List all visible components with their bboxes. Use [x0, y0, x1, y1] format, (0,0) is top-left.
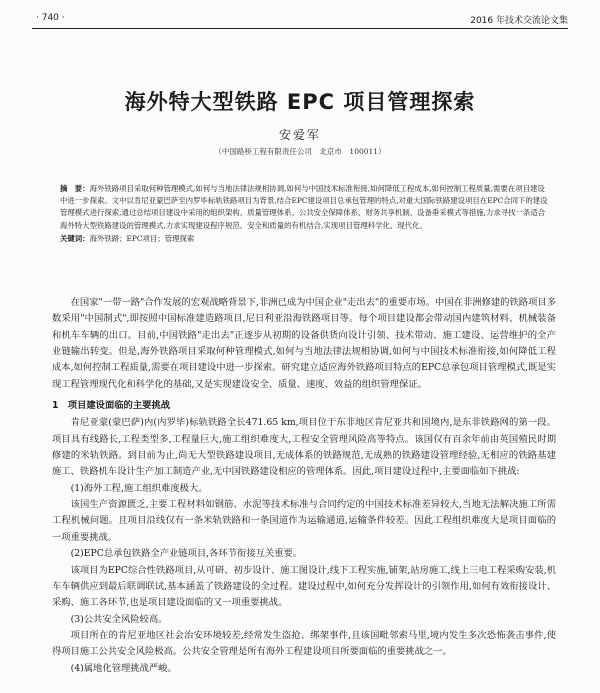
- page-number: · 740 ·: [36, 13, 65, 23]
- body-text: [52, 295, 556, 677]
- abstract-paragraph: [60, 183, 548, 232]
- challenge-item-text: 该国生产资源匮乏,主要工程材料如钢筋、水泥等技术标准与合同约定的中国技术标准差异较大,当地无法解决施工所需工程机械问题。且项目沿线仅有一条米轨铁路和一条国道作为运输通道,运输条件较差。因此工程组织难度大是项目面临的一项重要挑战。: [52, 499, 556, 543]
- author-name: 安爱军: [278, 128, 321, 142]
- section-paragraph: 肯尼亚蒙(蒙巴萨)内(内罗毕)标轨铁路全长471.65 km,项目位于东非地区肯尼亚共和国境内,是东非铁路网的第一段。项目具有线路长,工程类型多,工程量巨大,施工组织难度大,工程安全管理风险高等特点。该国仅有百余年前由英国殖民时期修建的米轨铁路。到目前为止,尚无大型铁路建设项目,无成体系的铁路规范,无成熟的铁路建设管理经验,无相应的铁路基建施工、铁路机车设计生产加工制造产业,无中国铁路建设相应的管理体系。因此,项目建设过程中,主要面临如下挑战:: [52, 417, 556, 478]
- challenge-item-title: (4)属地化管理挑战严峻。: [70, 662, 177, 674]
- abstract-text: 海外铁路项目采取何种管理模式,如何与当地法律法规相协调,如何与中国技术标准衔接,如何降低工程成本,如何控制工程质量,需要在项目建设中进一步探索。文中以肯尼亚蒙巴萨至内罗毕标轨铁路项目为背景,结合EPC建设项目总承包管理的特点,对重大国际铁路建设项目在EPC合同下的建设管理模式进行探索,通过总结项目建设中采用的组织架构、质量管理体系、公共安全保障体系、财务共享机制、设备垂采模式等措施,力求寻找一条适合海外特大型铁路建设的管理模式,力求实现建设程序规范、安全和质量的有机结合,实现项目管理科学化、现代化。: [60, 184, 548, 230]
- challenge-item-title: (2)EPC总承包铁路全产业链项目,各环节衔接互关重要。: [70, 548, 303, 560]
- keywords-line: [60, 233, 548, 245]
- abstract-label: 摘 要：: [60, 184, 90, 193]
- intro-paragraph: 在国家"一带一路"合作发展的宏观战略背景下,非洲已成为中国企业"走出去"的重要市场。中国在非洲修建的铁路项目多数采用"中国制式",即按照中国标准建造路项目,尼日利亚沿海铁路项目等。每个项目建设都会带动国内建筑材料、机械装备和机车车辆的出口。目前,中国铁路"走出去"正逐步从初期的设备供货向设计引领、技术带动、施工建设、运营维护的全产业链输出转变。但是,海外铁路项目采取何种管理模式,如何与当地法律法规相协调,如何与中国技术标准衔接,如何降低工程成本,如何控制工程质量,需要在项目建设中进一步探索。研究建立适应海外铁路项目特点的EPC总承包项目管理模式,既是实现工程管理现代化和科学化的基础,又是实现建设安全、质量、速度、效益的组织管理保证。: [52, 297, 556, 390]
- challenge-item-title: (1)海外工程,施工组织难度极大。: [70, 482, 208, 494]
- author-affiliation: （中国路桥工程有限责任公司 北京市 100011）: [214, 147, 386, 156]
- running-header: [32, 8, 568, 29]
- challenge-item-text: 项目所在的肯尼亚地区社会治安环境较差,经常发生盗抢、绑架事件,且该国毗邻索马里,境内发生多次恐怖袭击事件,使得项目施工公共安全风险极高。公共安全管理是所有海外工程建设项目所要面临的重要挑战之一。: [52, 629, 556, 658]
- paper-title: 海外特大型铁路 EPC 项目管理探索: [124, 90, 476, 114]
- section-heading: 1 项目建设面临的主要挑战: [52, 400, 171, 412]
- abstract-block: [60, 183, 548, 245]
- challenge-item-text: 该项目为EPC综合性铁路项目,从可研、初步设计、施工图设计,线下工程实施,铺架,站房施工,线上三电工程采购安装,机车车辆供应到最后联调联试,基本涵盖了铁路建设的全过程。建设过程中,如何充分发挥设计的引领作用,如何有效衔接设计、采购、施工各环节,也是项目建设面临的又一项重要挑战。: [52, 564, 556, 609]
- keywords-label: 关键词：: [60, 233, 90, 243]
- challenge-item-title: (3)公共安全风险较高。: [70, 613, 168, 625]
- journal-name: 2016 年技术交流论文集: [470, 16, 568, 26]
- keywords-text: 海外铁路；EPC项目；管理探索: [89, 233, 195, 243]
